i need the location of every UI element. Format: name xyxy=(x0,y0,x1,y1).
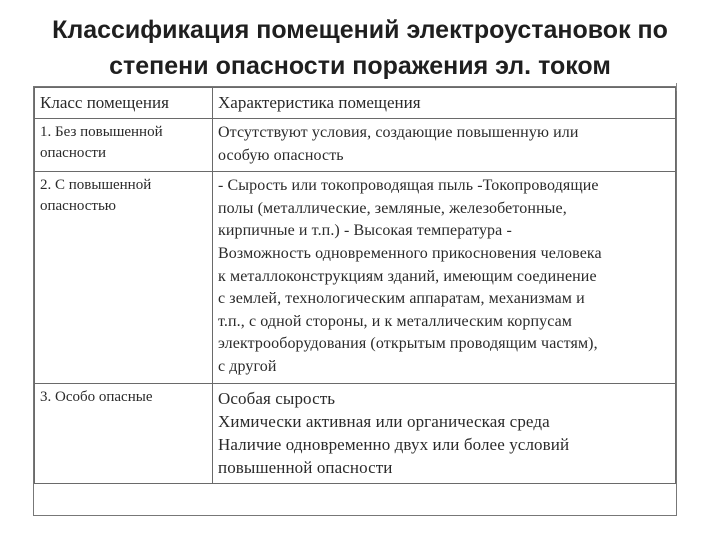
characteristic-line: Возможность одновременного прикосновения человека xyxy=(218,244,602,262)
characteristic-line: кирпичные и т.п.) - Высокая температура - xyxy=(218,222,512,240)
characteristic-line: Особая сырость xyxy=(218,388,336,408)
characteristic-line: Отсутствуют условия, создающие повышенную или xyxy=(218,124,579,141)
characteristic-line: повышенной опасности xyxy=(218,457,393,477)
room-characteristic-cell xyxy=(213,172,676,383)
characteristic-line: - Сырость или токопроводящая пыль -Токопроводящие xyxy=(218,177,599,195)
header-room-characteristic: Характеристика помещения xyxy=(213,88,676,119)
room-characteristic-cell xyxy=(213,119,676,172)
characteristic-line: Наличие одновременно двух или более условий xyxy=(218,434,570,454)
characteristic-line: т.п., с одной стороны, и к металлическим корпусам xyxy=(218,312,573,330)
room-class-line: опасностью xyxy=(40,198,117,215)
slide-title-line-1: Классификация помещений электроустановок по xyxy=(52,16,668,44)
table-edge-mark xyxy=(676,83,677,91)
room-class-line: 2. С повышенной xyxy=(40,177,152,194)
classification-table-container xyxy=(33,86,677,516)
characteristic-line: особую опасность xyxy=(218,146,344,164)
characteristic-line: электрооборудования (открытым проводящим частям), xyxy=(218,335,598,353)
room-class-cell xyxy=(35,383,213,483)
table-row xyxy=(35,172,676,383)
characteristic-line: Химически активная или органическая среда xyxy=(218,411,550,431)
table-row xyxy=(35,119,676,172)
characteristic-line: к металлоконструкциям зданий, имеющим соединение xyxy=(218,267,597,285)
table-row xyxy=(35,383,676,483)
classification-table xyxy=(34,87,676,484)
characteristic-line: полы (металлические, земляные, железобетонные, xyxy=(218,199,567,217)
room-class-cell xyxy=(35,119,213,172)
room-class-line: 1. Без повышенной xyxy=(40,124,163,140)
table-header-row xyxy=(35,88,676,119)
characteristic-line: с землей, технологическим аппаратам, механизмам и xyxy=(218,290,585,308)
room-characteristic-cell xyxy=(213,383,676,483)
room-class-cell xyxy=(35,172,213,383)
slide-title-line-2: степени опасности поражения эл. током xyxy=(109,52,611,80)
room-class-line: 3. Особо опасные xyxy=(40,388,153,405)
slide-title xyxy=(0,12,720,84)
room-class-line: опасности xyxy=(40,145,106,161)
header-room-class: Класс помещения xyxy=(35,88,213,119)
characteristic-line: с другой xyxy=(218,357,277,375)
